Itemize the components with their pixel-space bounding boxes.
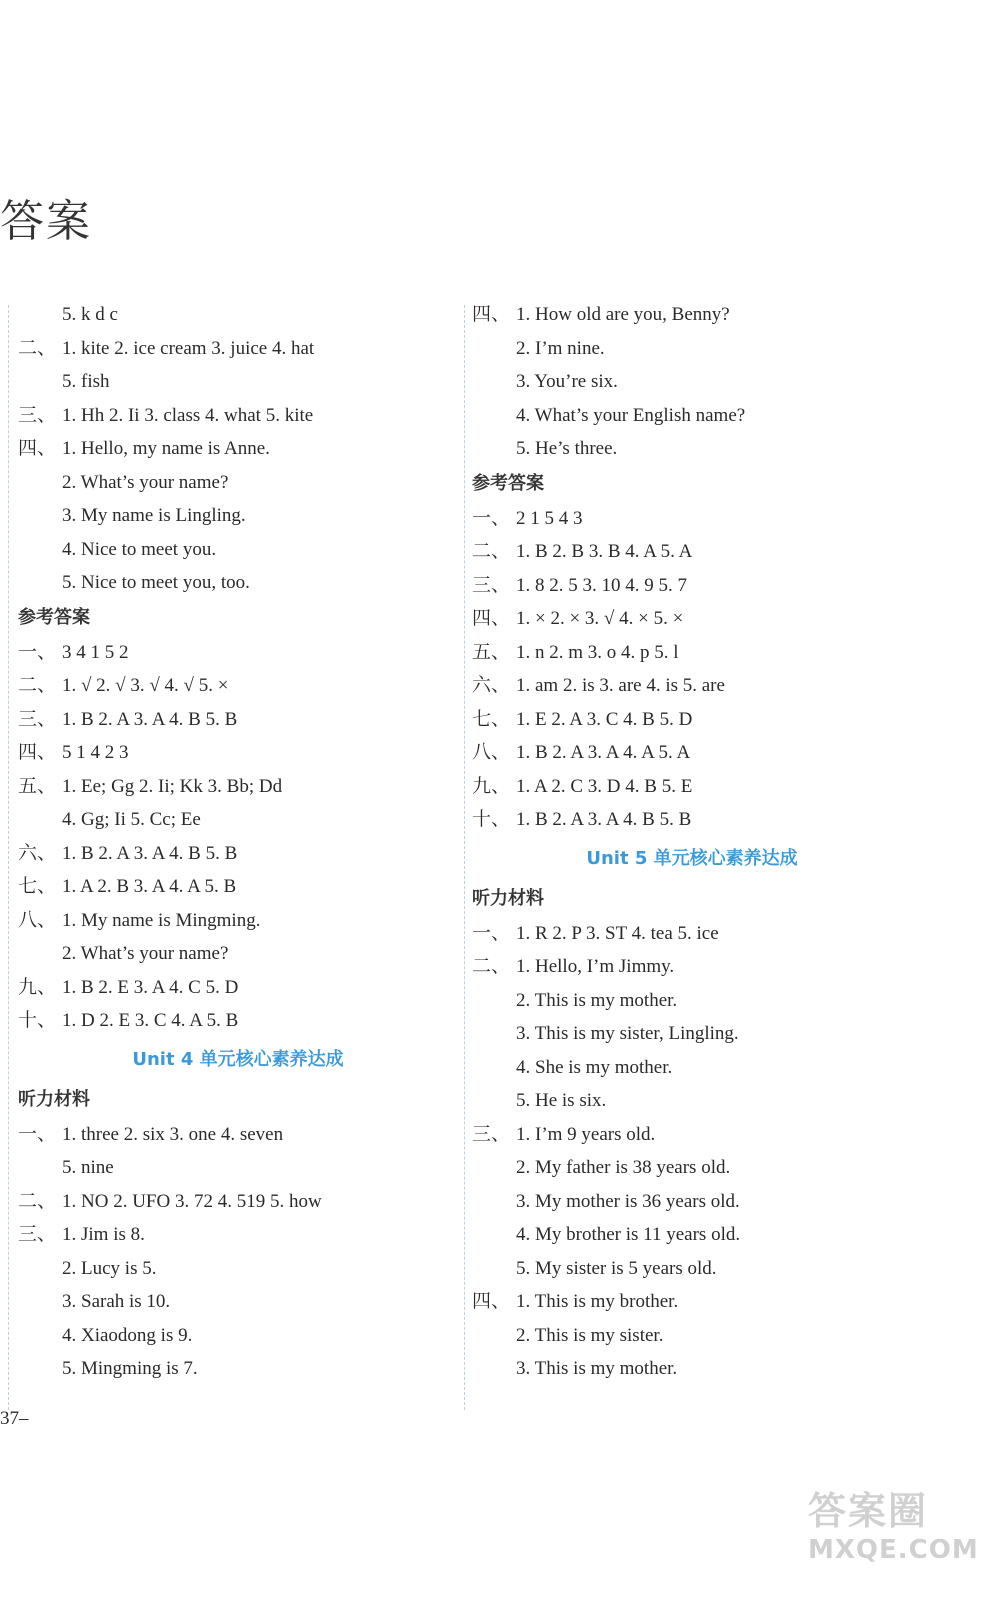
answer-line bbox=[18, 736, 458, 770]
question-number: 一、 bbox=[18, 641, 57, 663]
answer-line bbox=[472, 502, 912, 536]
answer-column-left bbox=[18, 298, 458, 1386]
answer-text: 1. My name is Mingming. bbox=[62, 909, 261, 931]
answer-line: 5. My sister is 5 years old. bbox=[516, 1257, 717, 1279]
answer-text: 1. I’m 9 years old. bbox=[516, 1123, 656, 1145]
answer-text: 3 4 1 5 2 bbox=[62, 641, 129, 663]
answer-text: 1. NO 2. UFO 3. 72 4. 519 5. how bbox=[62, 1190, 322, 1212]
answer-line: 2. This is my sister. bbox=[516, 1324, 664, 1346]
answer-line bbox=[18, 837, 458, 871]
answer-text: 1. B 2. A 3. A 4. B 5. B bbox=[62, 842, 238, 864]
watermark-top-text: 答案圈 bbox=[808, 1489, 929, 1533]
answer-text: 1. B 2. A 3. A 4. B 5. B bbox=[62, 708, 238, 730]
answer-line bbox=[472, 736, 912, 770]
question-number: 八、 bbox=[472, 742, 511, 763]
question-number: 一、 bbox=[472, 922, 511, 944]
answer-line: 2. What’s your name? bbox=[62, 943, 229, 964]
answer-text: 1. D 2. E 3. C 4. A 5. B bbox=[62, 1010, 239, 1031]
question-number: 三、 bbox=[18, 1224, 57, 1245]
question-number: 四、 bbox=[472, 304, 511, 325]
answer-line bbox=[472, 1118, 912, 1152]
answer-text: 1. This is my brother. bbox=[516, 1291, 679, 1312]
question-number: 二、 bbox=[472, 541, 511, 562]
unit-heading: Unit 5 单元核心素养达成 bbox=[586, 847, 798, 869]
question-number: 六、 bbox=[472, 675, 511, 696]
answer-line: 4. Xiaodong is 9. bbox=[62, 1324, 193, 1346]
unit-heading: Unit 4 单元核心素养达成 bbox=[132, 1048, 344, 1070]
answer-line: 3. This is my sister, Lingling. bbox=[516, 1023, 739, 1044]
question-number: 三、 bbox=[472, 1123, 511, 1145]
answer-line: 5. Mingming is 7. bbox=[62, 1358, 198, 1379]
answer-line: 5. k d c bbox=[62, 304, 118, 325]
page-title: 答案 bbox=[0, 196, 92, 247]
answer-text: 1. E 2. A 3. C 4. B 5. D bbox=[516, 708, 693, 730]
answer-text: 1. × 2. × 3. √ 4. × 5. × bbox=[516, 608, 684, 629]
answer-line bbox=[472, 770, 912, 804]
answer-text: 5 1 4 2 3 bbox=[62, 742, 129, 763]
answer-text: 1. B 2. E 3. A 4. C 5. D bbox=[62, 976, 239, 998]
column-divider bbox=[464, 305, 465, 1410]
answer-line: 4. What’s your English name? bbox=[516, 404, 746, 426]
answer-text: 1. am 2. is 3. are 4. is 5. are bbox=[516, 675, 725, 696]
answer-text: 1. n 2. m 3. o 4. p 5. l bbox=[516, 641, 679, 663]
question-number: 三、 bbox=[472, 574, 511, 596]
answer-line bbox=[18, 1118, 458, 1152]
answer-line: 2. My father is 38 years old. bbox=[516, 1157, 731, 1178]
answer-line bbox=[472, 917, 912, 951]
answer-line bbox=[18, 332, 458, 366]
answer-line: 3. This is my mother. bbox=[516, 1358, 678, 1379]
question-number: 七、 bbox=[18, 876, 57, 897]
question-number: 九、 bbox=[472, 775, 511, 797]
answer-text: 1. How old are you, Benny? bbox=[516, 304, 730, 325]
answer-line bbox=[18, 770, 458, 804]
answer-line bbox=[472, 636, 912, 670]
question-number: 五、 bbox=[18, 775, 57, 797]
section-heading: 听力材料 bbox=[472, 887, 544, 909]
section-heading: 参考答案 bbox=[472, 472, 544, 494]
answer-line bbox=[18, 432, 458, 466]
question-number: 四、 bbox=[18, 438, 57, 459]
answer-line: 5. fish bbox=[62, 371, 110, 392]
answer-line: 4. She is my mother. bbox=[516, 1056, 673, 1078]
question-number: 十、 bbox=[18, 1010, 57, 1031]
answer-text: 1. B 2. A 3. A 4. A 5. A bbox=[516, 742, 691, 763]
column-left-border bbox=[8, 305, 9, 1410]
answer-line bbox=[472, 569, 912, 603]
answer-line bbox=[18, 971, 458, 1005]
answer-line: 2. Lucy is 5. bbox=[62, 1257, 157, 1279]
answer-text: 1. Hello, I’m Jimmy. bbox=[516, 956, 675, 977]
answer-line bbox=[472, 803, 912, 837]
answer-line bbox=[472, 703, 912, 737]
answer-line: 3. You’re six. bbox=[516, 371, 618, 392]
watermark-bottom-text: MXQE.COM bbox=[808, 1535, 979, 1565]
answer-line bbox=[18, 904, 458, 938]
answer-line bbox=[18, 1004, 458, 1038]
answer-line: 3. My name is Lingling. bbox=[62, 505, 246, 526]
question-number: 十、 bbox=[472, 809, 511, 830]
answer-line: 2. I’m nine. bbox=[516, 337, 605, 359]
answer-line bbox=[18, 703, 458, 737]
answer-line: 5. He is six. bbox=[516, 1090, 607, 1111]
question-number: 三、 bbox=[18, 404, 57, 426]
answer-line bbox=[18, 1218, 458, 1252]
question-number: 八、 bbox=[18, 909, 57, 931]
answer-line bbox=[18, 669, 458, 703]
section-heading: 听力材料 bbox=[18, 1088, 90, 1110]
question-number: 六、 bbox=[18, 842, 57, 864]
question-number: 二、 bbox=[472, 956, 511, 977]
answer-text: 1. B 2. B 3. B 4. A 5. A bbox=[516, 541, 693, 562]
question-number: 九、 bbox=[18, 976, 57, 998]
question-number: 四、 bbox=[472, 1291, 511, 1312]
answer-line: 4. Gg; Ii 5. Cc; Ee bbox=[62, 809, 201, 830]
question-number: 二、 bbox=[18, 675, 57, 696]
answer-line bbox=[472, 298, 912, 332]
answer-line bbox=[18, 1185, 458, 1219]
question-number: 四、 bbox=[472, 608, 511, 629]
answer-column-right bbox=[472, 298, 912, 1386]
watermark-logo bbox=[808, 1480, 988, 1590]
question-number: 二、 bbox=[18, 1190, 57, 1212]
answer-line: 4. My brother is 11 years old. bbox=[516, 1224, 741, 1245]
answer-text: 1. A 2. C 3. D 4. B 5. E bbox=[516, 775, 693, 797]
answer-line bbox=[18, 636, 458, 670]
section-heading: 参考答案 bbox=[18, 606, 90, 628]
answer-line bbox=[472, 1285, 912, 1319]
question-number: 五、 bbox=[472, 641, 511, 663]
answer-line bbox=[472, 535, 912, 569]
answer-line: 5. He’s three. bbox=[516, 438, 618, 459]
question-number: 七、 bbox=[472, 708, 511, 730]
answer-text: 1. three 2. six 3. one 4. seven bbox=[62, 1123, 284, 1145]
answer-line bbox=[18, 870, 458, 904]
answer-line bbox=[472, 669, 912, 703]
question-number: 四、 bbox=[18, 742, 57, 763]
question-number: 一、 bbox=[18, 1123, 57, 1145]
answer-line: 5. nine bbox=[62, 1157, 114, 1178]
answer-line: 5. Nice to meet you, too. bbox=[62, 572, 250, 593]
answer-text: 1. 8 2. 5 3. 10 4. 9 5. 7 bbox=[516, 574, 687, 596]
answer-line: 2. What’s your name? bbox=[62, 471, 229, 493]
answer-line bbox=[472, 602, 912, 636]
answer-text: 1. √ 2. √ 3. √ 4. √ 5. × bbox=[62, 675, 229, 696]
question-number: 三、 bbox=[18, 708, 57, 730]
answer-text: 1. B 2. A 3. A 4. B 5. B bbox=[516, 809, 692, 830]
answer-text: 1. Hh 2. Ii 3. class 4. what 5. kite bbox=[62, 404, 314, 426]
answer-line: 3. Sarah is 10. bbox=[62, 1291, 171, 1312]
answer-line bbox=[472, 950, 912, 984]
answer-line bbox=[18, 399, 458, 433]
answer-line: 3. My mother is 36 years old. bbox=[516, 1190, 740, 1212]
answer-text: 2 1 5 4 3 bbox=[516, 507, 583, 529]
question-number: 二、 bbox=[18, 337, 57, 359]
question-number: 一、 bbox=[472, 507, 511, 529]
page-number: 37– bbox=[0, 1408, 29, 1429]
answer-text: 1. A 2. B 3. A 4. A 5. B bbox=[62, 876, 237, 897]
answer-text: 1. Ee; Gg 2. Ii; Kk 3. Bb; Dd bbox=[62, 775, 283, 797]
answer-line: 2. This is my mother. bbox=[516, 989, 678, 1011]
answer-text: 1. R 2. P 3. ST 4. tea 5. ice bbox=[516, 922, 719, 944]
answer-text: 1. kite 2. ice cream 3. juice 4. hat bbox=[62, 337, 315, 359]
answer-line: 4. Nice to meet you. bbox=[62, 538, 217, 560]
answer-text: 1. Jim is 8. bbox=[62, 1224, 145, 1245]
answer-text: 1. Hello, my name is Anne. bbox=[62, 438, 270, 459]
